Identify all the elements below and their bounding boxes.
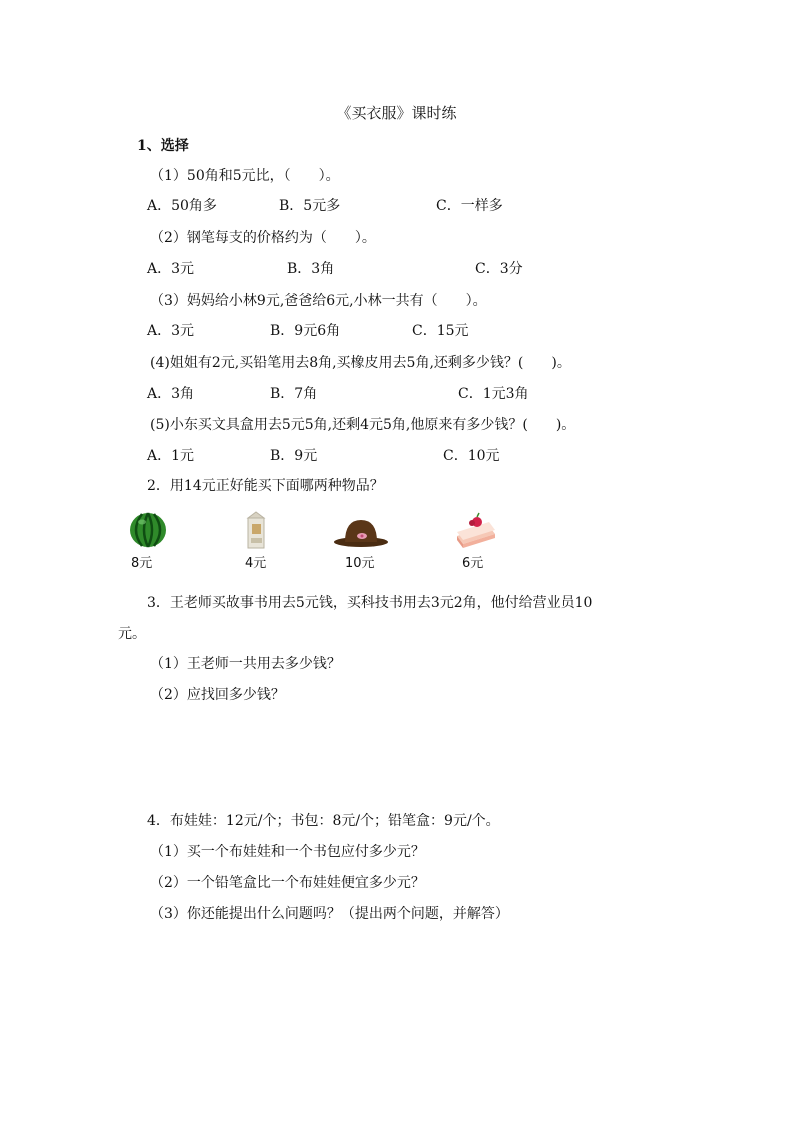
section-4-heading: 4．布娃娃：12元/个；书包：8元/个；铅笔盒：9元/个。 <box>147 813 500 829</box>
section-2-heading: 2．用14元正好能买下面哪两种物品？ <box>147 478 384 494</box>
question-5-option-b: B．9元 <box>270 448 318 464</box>
question-4-option-c: C．1元3角 <box>458 386 529 402</box>
hat-icon <box>331 510 391 550</box>
section-4-question-2: （2）一个铅笔盒比一个布娃娃便宜多少元？ <box>150 875 425 891</box>
question-4-option-b: B．7角 <box>270 386 318 402</box>
question-3-option-c: C．15元 <box>412 323 469 339</box>
question-4-option-a: A．3角 <box>147 386 195 402</box>
question-1-option-b: B．5元多 <box>279 198 341 214</box>
question-3-option-b: B．9元6角 <box>270 323 341 339</box>
price-label-hat: 10元 <box>345 556 375 571</box>
question-5-option-a: A．1元 <box>147 448 195 464</box>
question-2-option-c: C．3分 <box>475 261 523 277</box>
section-3-question-2: （2）应找回多少钱？ <box>150 687 285 703</box>
question-2-option-a: A．3元 <box>147 261 195 277</box>
question-5-stem: (5)小东买文具盒用去5元5角,还剩4元5角,他原来有多少钱？( )。 <box>150 417 576 433</box>
question-3-stem: （3）妈妈给小林9元,爸爸给6元,小林一共有（ ）。 <box>150 293 487 309</box>
section-3-problem-line-1: 3．王老师买故事书用去5元钱，买科技书用去3元2角，他付给营业员10 <box>147 595 593 611</box>
question-3-option-a: A．3元 <box>147 323 195 339</box>
question-1-option-c: C．一样多 <box>436 198 503 214</box>
question-2-stem: （2）钢笔每支的价格约为（ ）。 <box>150 230 376 246</box>
question-1-stem: （1）50角和5元比，（ ）。 <box>150 168 340 184</box>
watermelon-icon <box>118 510 178 550</box>
question-2-option-b: B．3角 <box>287 261 335 277</box>
milk-carton-icon <box>226 510 286 550</box>
price-label-milk: 4元 <box>245 556 267 571</box>
section-1-heading: 1、选择 <box>137 138 189 154</box>
section-4-question-3: （3）你还能提出什么问题吗？（提出两个问题，并解答） <box>150 906 509 922</box>
question-5-option-c: C．10元 <box>443 448 500 464</box>
section-3-question-1: （1）王老师一共用去多少钱？ <box>150 656 341 672</box>
page-title: 《买衣服》课时练 <box>336 104 457 122</box>
question-1-option-a: A．50角多 <box>147 198 217 214</box>
question-4-stem: (4)姐姐有2元,买铅笔用去8角,买橡皮用去5角,还剩多少钱？( )。 <box>150 355 571 371</box>
cake-icon <box>445 510 505 550</box>
price-label-cake: 6元 <box>462 556 484 571</box>
price-label-watermelon: 8元 <box>131 556 153 571</box>
section-3-problem-line-2: 元。 <box>118 626 146 642</box>
section-4-question-1: （1）买一个布娃娃和一个书包应付多少元？ <box>150 844 425 860</box>
